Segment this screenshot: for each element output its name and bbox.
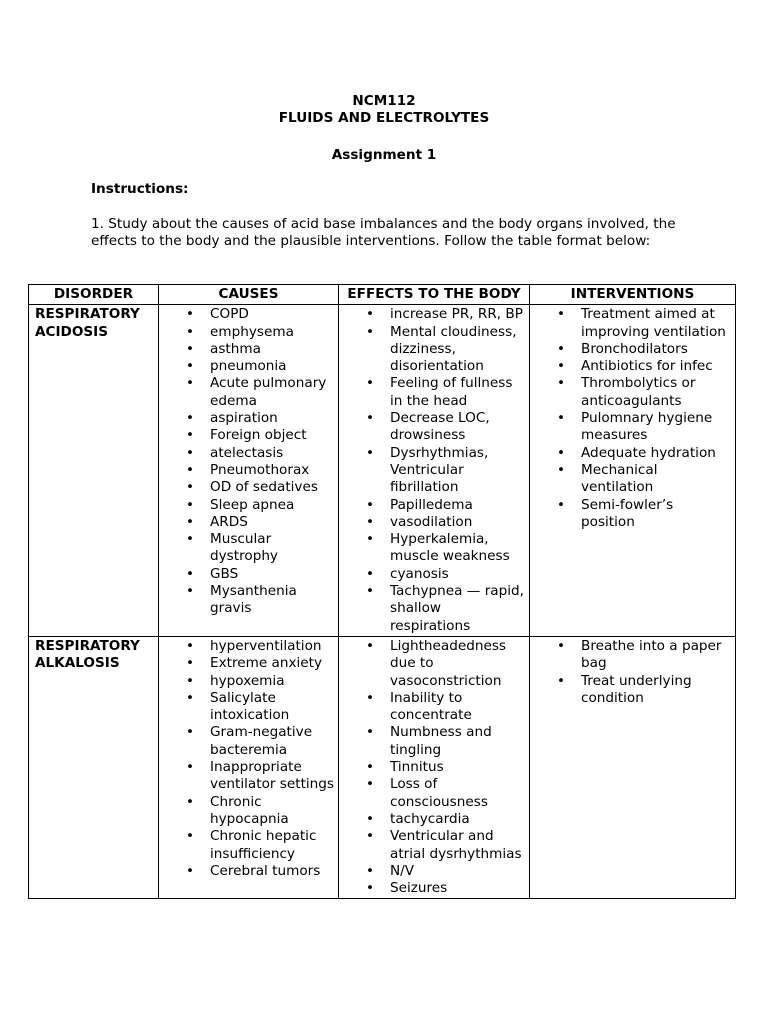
table-body bbox=[29, 305, 736, 899]
course-subject: FLUIDS AND ELECTROLYTES bbox=[278, 110, 490, 126]
list-item: • Pulomnary hygiene measures bbox=[536, 410, 731, 445]
list-item: • Mysanthenia gravis bbox=[165, 583, 334, 618]
effects-list bbox=[345, 638, 525, 897]
list-item: • GBS bbox=[165, 566, 334, 583]
instruction-text: 1. Study about the causes of acid base imbalances and the body organs involved, the effects to the body and the plausible interventions. Follow the table format below: bbox=[91, 216, 676, 249]
list-item: • tachycardia bbox=[345, 811, 525, 828]
list-item: • Loss of consciousness bbox=[345, 776, 525, 811]
list-item: • Gram-negative bacteremia bbox=[165, 724, 334, 759]
list-item: • aspiration bbox=[165, 410, 334, 427]
list-item: • Treatment aimed at improving ventilation bbox=[536, 306, 731, 341]
list-item: • COPD bbox=[165, 306, 334, 323]
list-item: • asthma bbox=[165, 341, 334, 358]
assignment-title: Assignment 1 bbox=[331, 147, 437, 163]
effects-cell bbox=[339, 305, 530, 637]
list-item: • Adequate hydration bbox=[536, 445, 731, 462]
table-row bbox=[29, 636, 736, 898]
acid-base-table bbox=[28, 284, 736, 899]
list-item: • Seizures bbox=[345, 880, 525, 897]
list-item: • Semi-fowler’s position bbox=[536, 497, 731, 532]
interventions-cell bbox=[530, 305, 736, 637]
list-item: • Bronchodilators bbox=[536, 341, 731, 358]
interventions-list bbox=[536, 306, 731, 531]
list-item: • Decrease LOC, drowsiness bbox=[345, 410, 525, 445]
list-item: • Antibiotics for infec bbox=[536, 358, 731, 375]
list-item: • Breathe into a paper bag bbox=[536, 638, 731, 673]
disorder-cell: RESPIRATORY ALKALOSIS bbox=[29, 636, 159, 898]
list-item: • Pneumothorax bbox=[165, 462, 334, 479]
list-item: • Sleep apnea bbox=[165, 497, 334, 514]
effects-cell bbox=[339, 636, 530, 898]
header-disorder: DISORDER bbox=[29, 285, 159, 305]
list-item: • Foreign object bbox=[165, 427, 334, 444]
course-code: NCM112 bbox=[352, 93, 416, 109]
list-item: • Extreme anxiety bbox=[165, 655, 334, 672]
list-item: • Tinnitus bbox=[345, 759, 525, 776]
list-item: • Treat underlying condition bbox=[536, 673, 731, 708]
list-item: • OD of sedatives bbox=[165, 479, 334, 496]
list-item: • vasodilation bbox=[345, 514, 525, 531]
causes-list bbox=[165, 306, 334, 617]
list-item: • pneumonia bbox=[165, 358, 334, 375]
list-item: • Chronic hepatic insufficiency bbox=[165, 828, 334, 863]
list-item: • hyperventilation bbox=[165, 638, 334, 655]
list-item: • Muscular dystrophy bbox=[165, 531, 334, 566]
list-item: • Salicylate intoxication bbox=[165, 690, 334, 725]
list-item: • Tachypnea — rapid, shallow respirations bbox=[345, 583, 525, 635]
instructions-label: Instructions: bbox=[91, 181, 189, 197]
list-item: • hypoxemia bbox=[165, 673, 334, 690]
header-causes: CAUSES bbox=[159, 285, 339, 305]
list-item: • Lightheadedness due to vasoconstriction bbox=[345, 638, 525, 690]
list-item: • ARDS bbox=[165, 514, 334, 531]
list-item: • Thrombolytics or anticoagulants bbox=[536, 375, 731, 410]
list-item: • Cerebral tumors bbox=[165, 863, 334, 880]
causes-cell bbox=[159, 305, 339, 637]
disorder-cell: RESPIRATORY ACIDOSIS bbox=[29, 305, 159, 637]
list-item: • Ventricular and atrial dysrhythmias bbox=[345, 828, 525, 863]
effects-list bbox=[345, 306, 525, 635]
list-item: • increase PR, RR, BP bbox=[345, 306, 525, 323]
list-item: • Mental cloudiness, dizziness, disorientation bbox=[345, 324, 525, 376]
table-row bbox=[29, 305, 736, 637]
header-effects: EFFECTS TO THE BODY bbox=[339, 285, 530, 305]
header-interventions: INTERVENTIONS bbox=[530, 285, 736, 305]
list-item: • Dysrhythmias, Ventricular fibrillation bbox=[345, 445, 525, 497]
list-item: • Chronic hypocapnia bbox=[165, 794, 334, 829]
list-item: • Numbness and tingling bbox=[345, 724, 525, 759]
list-item: • Mechanical ventilation bbox=[536, 462, 731, 497]
list-item: • cyanosis bbox=[345, 566, 525, 583]
interventions-list bbox=[536, 638, 731, 707]
causes-list bbox=[165, 638, 334, 880]
list-item: • Inappropriate ventilator settings bbox=[165, 759, 334, 794]
table-header-row bbox=[29, 285, 736, 305]
causes-cell bbox=[159, 636, 339, 898]
interventions-cell bbox=[530, 636, 736, 898]
list-item: • atelectasis bbox=[165, 445, 334, 462]
list-item: • Acute pulmonary edema bbox=[165, 375, 334, 410]
list-item: • Hyperkalemia, muscle weakness bbox=[345, 531, 525, 566]
list-item: • emphysema bbox=[165, 324, 334, 341]
list-item: • Feeling of fullness in the head bbox=[345, 375, 525, 410]
list-item: • Papilledema bbox=[345, 497, 525, 514]
list-item: • N/V bbox=[345, 863, 525, 880]
list-item: • Inability to concentrate bbox=[345, 690, 525, 725]
